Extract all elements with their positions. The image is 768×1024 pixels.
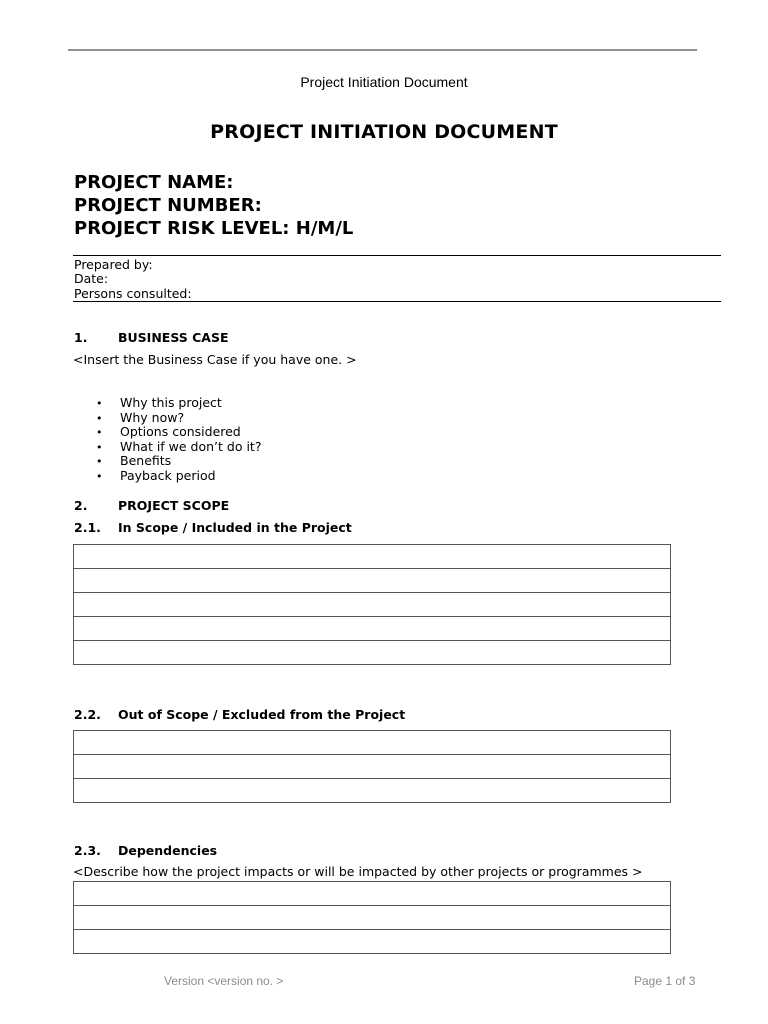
- footer-version: Version <version no. >: [164, 974, 284, 988]
- project-number-field: PROJECT NUMBER:: [74, 195, 262, 216]
- subsection-title: In Scope / Included in the Project: [118, 520, 352, 535]
- subsection-number: 2.3.: [74, 843, 101, 858]
- section-business-case-heading: [74, 330, 229, 345]
- list-item: • Payback period: [96, 467, 216, 483]
- section-number: 2.: [74, 498, 88, 513]
- document-title: PROJECT INITIATION DOCUMENT: [210, 121, 558, 143]
- section-number: 1.: [74, 330, 88, 345]
- table-row: [74, 906, 671, 930]
- subsection-dependencies-heading: [74, 843, 217, 858]
- project-name-field: PROJECT NAME:: [74, 172, 234, 193]
- bullet-icon: •: [96, 426, 103, 440]
- subsection-in-scope-heading: [74, 520, 352, 535]
- meta-rule-bottom: [73, 301, 721, 302]
- project-risk-level-field: PROJECT RISK LEVEL: H/M/L: [74, 218, 354, 239]
- table-cell[interactable]: [74, 593, 671, 617]
- table-row: [74, 779, 671, 803]
- persons-consulted-label: Persons consulted:: [74, 286, 192, 301]
- bullet-icon: •: [96, 440, 103, 454]
- list-item: • Why this project: [96, 395, 222, 410]
- table-row: [74, 930, 671, 954]
- table-cell[interactable]: [74, 779, 671, 803]
- table-row: [74, 641, 671, 665]
- table-cell[interactable]: [74, 569, 671, 593]
- dependencies-table: [73, 881, 671, 954]
- table-cell[interactable]: [74, 641, 671, 665]
- dependencies-placeholder: <Describe how the project impacts or will be impacted by other projects or programmes >: [73, 864, 643, 879]
- table-row: [74, 882, 671, 906]
- date-label: Date:: [74, 271, 109, 286]
- out-of-scope-table: [73, 730, 671, 803]
- table-cell[interactable]: [74, 755, 671, 779]
- prepared-by-label: Prepared by:: [74, 257, 153, 272]
- list-item: • What if we don’t do it?: [96, 438, 262, 454]
- table-cell[interactable]: [74, 731, 671, 755]
- subsection-number: 2.1.: [74, 520, 101, 535]
- business-case-bullet-list: [96, 396, 261, 484]
- table-cell[interactable]: [74, 882, 671, 906]
- table-row: [74, 545, 671, 569]
- header-rule: [68, 49, 697, 51]
- table-cell[interactable]: [74, 545, 671, 569]
- table-cell[interactable]: [74, 930, 671, 954]
- table-cell[interactable]: [74, 617, 671, 641]
- subsection-number: 2.2.: [74, 707, 101, 722]
- table-row: [74, 569, 671, 593]
- subsection-title: Out of Scope / Excluded from the Project: [118, 707, 406, 722]
- section-project-scope-heading: [74, 498, 229, 513]
- in-scope-table: [73, 544, 671, 665]
- meta-rule-top: [73, 255, 721, 256]
- list-item: • Benefits: [96, 453, 172, 469]
- table-row: [74, 755, 671, 779]
- section-title: BUSINESS CASE: [118, 330, 229, 345]
- bullet-icon: •: [96, 469, 103, 483]
- bullet-icon: •: [96, 411, 103, 425]
- section-title: PROJECT SCOPE: [118, 498, 230, 513]
- list-item: • Why now?: [96, 409, 185, 425]
- subsection-out-of-scope-heading: [74, 707, 405, 722]
- running-header: Project Initiation Document: [300, 74, 468, 90]
- table-row: [74, 593, 671, 617]
- bullet-icon: •: [96, 397, 103, 410]
- table-row: [74, 617, 671, 641]
- table-row: [74, 731, 671, 755]
- footer-page-number: Page 1 of 3: [634, 974, 696, 988]
- bullet-icon: •: [96, 455, 103, 469]
- list-item: • Options considered: [96, 424, 241, 440]
- subsection-title: Dependencies: [118, 843, 218, 858]
- table-cell[interactable]: [74, 906, 671, 930]
- business-case-placeholder: <Insert the Business Case if you have one. >: [73, 352, 357, 367]
